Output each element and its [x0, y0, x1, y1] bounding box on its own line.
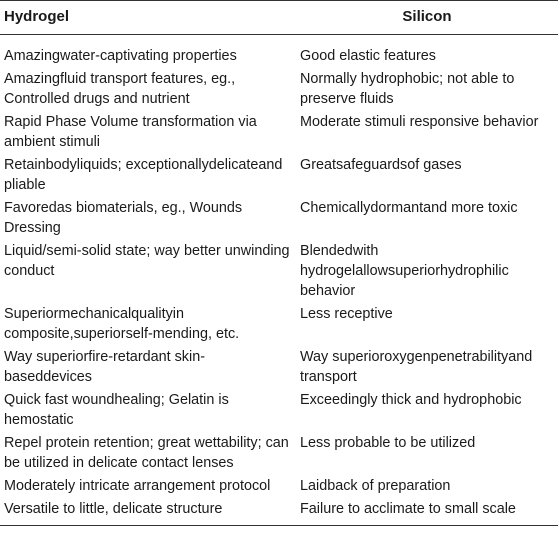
- table-row: [0, 476, 558, 499]
- silicon-cell: Laidback of preparation: [300, 478, 451, 494]
- silicon-cell: Good elastic features: [300, 48, 436, 64]
- header-hydrogel: Hydrogel: [0, 1, 296, 35]
- silicon-cell: Less receptive: [300, 306, 393, 322]
- hydrogel-cell: Moderately intricate arrangement protocol: [4, 478, 271, 494]
- hydrogel-cell: Retainbodyliquids; exceptionallydelicateand pliable: [4, 157, 283, 193]
- hydrogel-cell: Rapid Phase Volume transformation via ambient stimuli: [4, 114, 257, 150]
- silicon-cell: Failure to acclimate to small scale: [296, 499, 558, 526]
- silicon-cell: Less probable to be utilized: [300, 435, 476, 451]
- hydrogel-cell: Liquid/semi-solid state; way better unwinding conduct: [4, 243, 290, 279]
- silicon-cell: Exceedingly thick and hydrophobic: [300, 392, 522, 408]
- header-silicon: Silicon: [296, 1, 558, 35]
- table-row: [0, 155, 558, 198]
- header-row: [0, 1, 558, 35]
- silicon-cell: Way superioroxygenpenetrabilityand transport: [300, 349, 533, 385]
- hydrogel-cell: Superiormechanicalqualityin composite,superiorself-mending, etc.: [4, 306, 240, 342]
- table-row: [0, 304, 558, 347]
- table-row: [0, 241, 558, 304]
- hydrogel-cell: Repel protein retention; great wettability; can be utilized in delicate contact lenses: [4, 435, 289, 471]
- silicon-cell: Normally hydrophobic; not able to preserve fluids: [300, 71, 515, 107]
- hydrogel-cell: Versatile to little, delicate structure: [0, 499, 296, 526]
- table-row: [0, 347, 558, 390]
- table-row: [0, 499, 558, 526]
- silicon-cell: Chemicallydormantand more toxic: [300, 200, 518, 216]
- hydrogel-cell: Quick fast woundhealing; Gelatin is hemostatic: [4, 392, 229, 428]
- table-body: [0, 35, 558, 526]
- table-row: [0, 433, 558, 476]
- table-row: [0, 112, 558, 155]
- table-row: [0, 198, 558, 241]
- table-row: [0, 35, 558, 70]
- silicon-cell: Greatsafeguardsof gases: [300, 157, 462, 173]
- hydrogel-cell: Way superiorfire-retardant skin-baseddevices: [4, 349, 205, 385]
- table-row: [0, 69, 558, 112]
- table-header: [0, 1, 558, 35]
- table-row: [0, 390, 558, 433]
- hydrogel-cell: Amazingfluid transport features, eg., Controlled drugs and nutrient: [4, 71, 236, 107]
- silicon-cell: Moderate stimuli responsive behavior: [300, 114, 539, 130]
- hydrogel-cell: Amazingwater-captivating properties: [4, 48, 237, 64]
- silicon-cell: Blendedwith hydrogelallowsuperiorhydrophilic behavior: [300, 243, 509, 299]
- hydrogel-cell: Favoredas biomaterials, eg., Wounds Dressing: [4, 200, 243, 236]
